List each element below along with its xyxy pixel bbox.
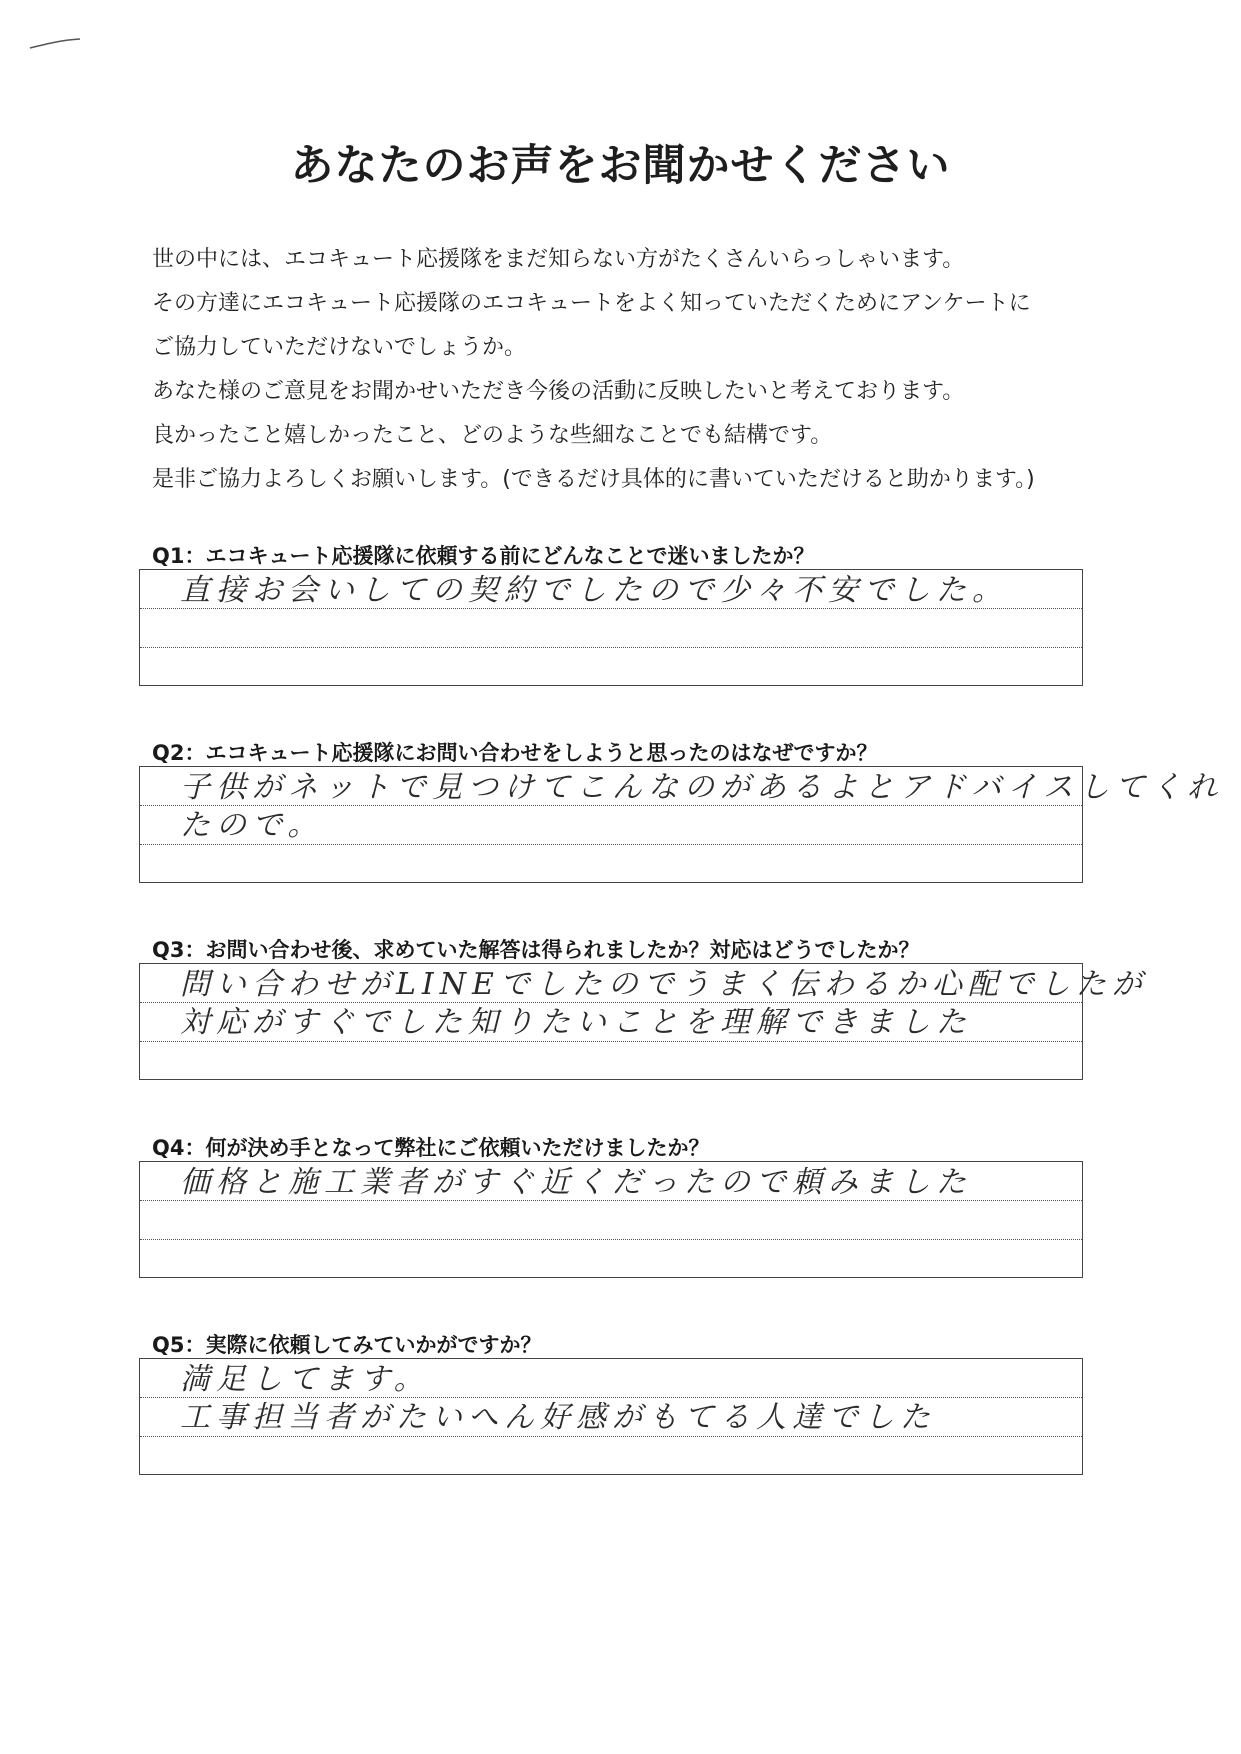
intro-paragraph — [152, 238, 1112, 502]
answer-2-line-2: たので。 — [180, 808, 324, 843]
answer-3-line-2: 対応がすぐでした知りたいことを理解できました — [180, 1005, 972, 1040]
question-1-label: Q1：エコキュート応援隊に依頼する前にどんなことで迷いましたか？ — [152, 544, 815, 568]
answer-rule — [140, 1239, 1082, 1240]
answer-1-line-1: 直接お会いしての契約でしたので少々不安でした。 — [180, 573, 1008, 608]
answer-5-line-2: 工事担当者がたいへん好感がもてる人達でした — [180, 1400, 936, 1435]
answer-3-box[interactable] — [139, 963, 1148, 1080]
question-4-label: Q4：何が決め手となって弊社にご依頼いただけましたか？ — [152, 1136, 710, 1160]
question-3-label: Q3：お問い合わせ後、求めていた解答は得られましたか？対応はどうでしたか？ — [152, 938, 920, 962]
answer-1-box[interactable] — [139, 569, 1083, 686]
answer-2-box[interactable] — [139, 766, 1224, 883]
intro-line: あなた様のご意見をお聞かせいただき今後の活動に反映したいと考えております。 — [152, 379, 965, 404]
answer-4-line-1: 価格と施工業者がすぐ近くだったので頼みました — [180, 1165, 972, 1200]
answer-2-line-1: 子供がネットで見つけてこんなのがあるよとアドバイスしてくれ — [180, 770, 1224, 805]
answer-5-box[interactable] — [139, 1358, 1083, 1475]
answer-4-box[interactable] — [139, 1161, 1083, 1278]
intro-line: 良かったこと嬉しかったこと、どのような些細なことでも結構です。 — [152, 423, 833, 448]
scan-mark-stroke — [28, 38, 82, 50]
intro-line: 是非ご協力よろしくお願いします。(できるだけ具体的に書いていただけると助かります。) — [152, 467, 1035, 492]
intro-line: 世の中には、エコキュート応援隊をまだ知らない方がたくさんいらっしゃいます。 — [152, 247, 965, 272]
answer-rule — [140, 647, 1082, 648]
intro-line: その方達にエコキュート応援隊のエコキュートをよく知っていただくためにアンケートに — [152, 291, 1031, 316]
answer-5-line-1: 満足してます。 — [180, 1362, 430, 1397]
question-5-label: Q5：実際に依頼してみていかがですか？ — [152, 1333, 542, 1357]
question-2-label: Q2：エコキュート応援隊にお問い合わせをしようと思ったのはなぜですか？ — [152, 741, 878, 765]
intro-line: ご協力していただけないでしょうか。 — [152, 335, 527, 360]
answer-3-line-1: 問い合わせがLINEでしたのでうまく伝わるか心配でしたが — [180, 967, 1148, 1002]
page-title: あなたのお声をお聞かせください — [290, 141, 951, 191]
